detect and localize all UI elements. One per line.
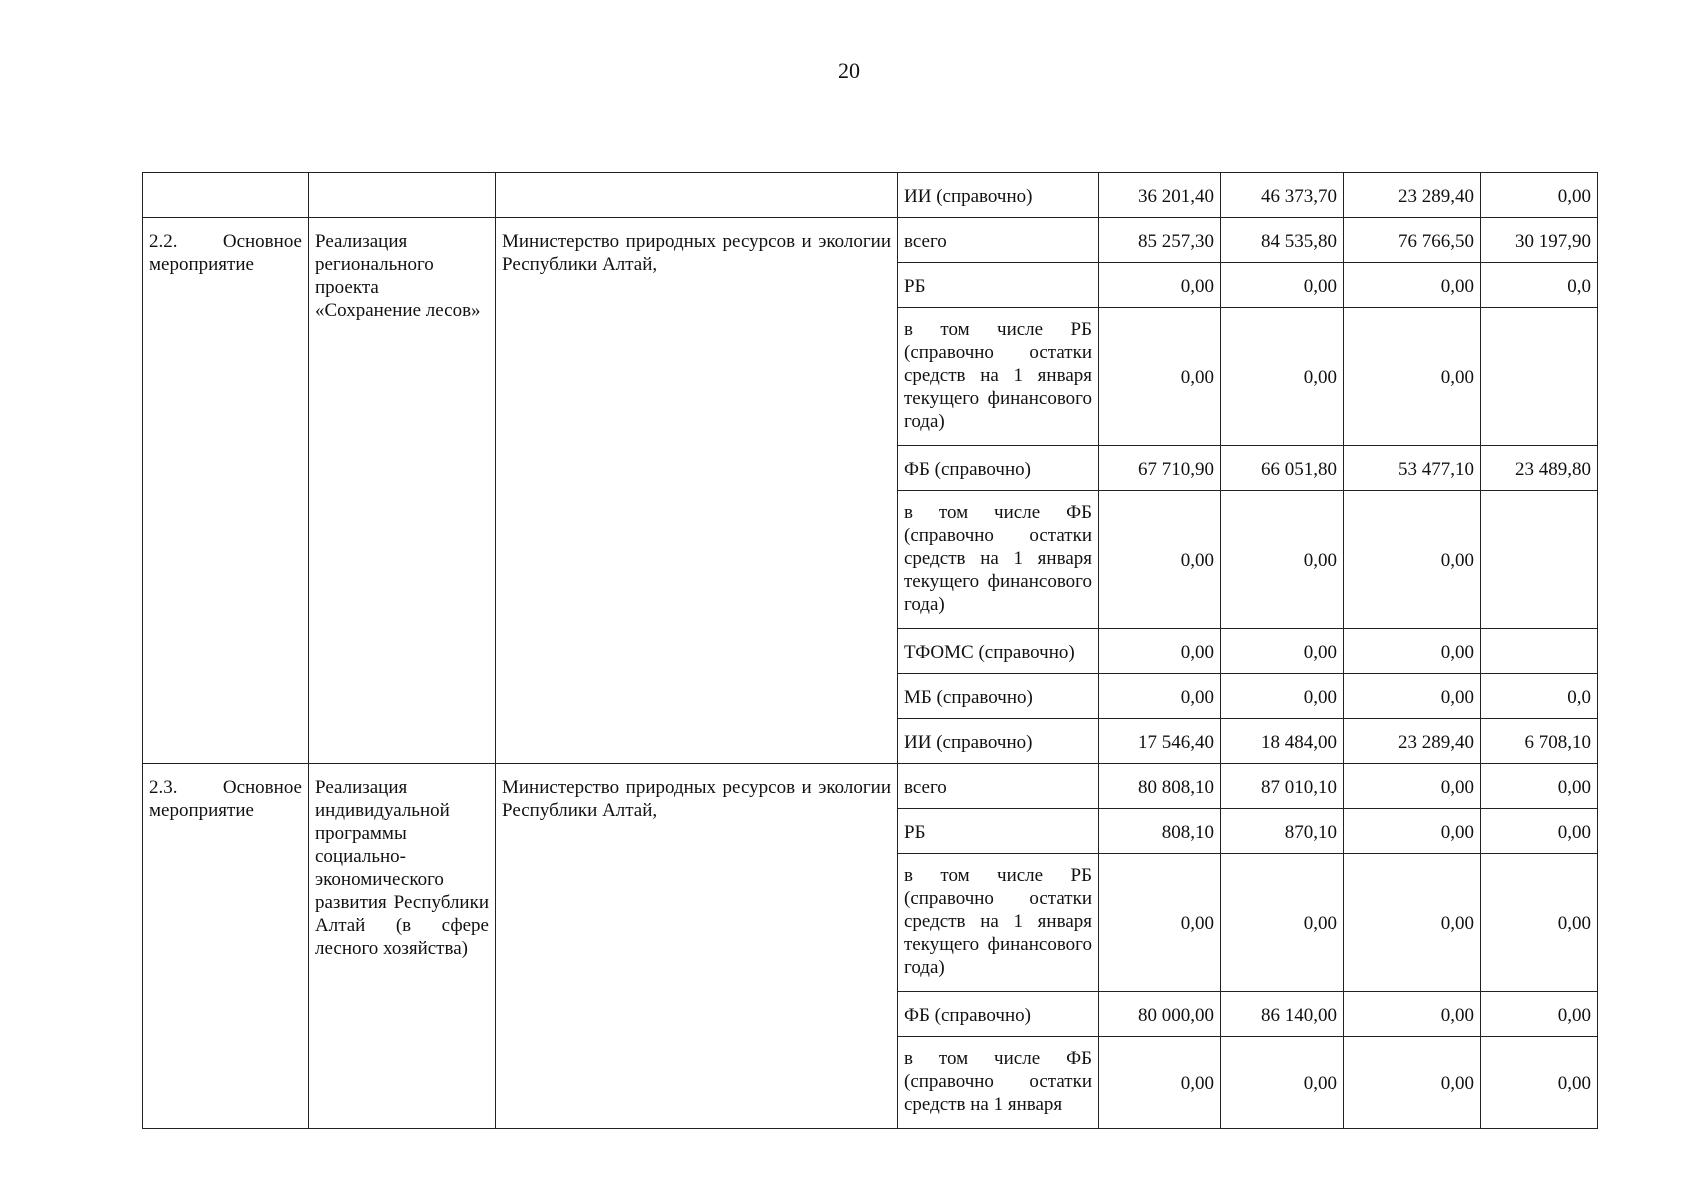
funding-source-cell: РБ [898,263,1099,308]
value-cell: 80 000,00 [1099,992,1221,1037]
value-cell: 0,00 [1099,854,1221,992]
value-cell: 870,10 [1221,809,1344,854]
funding-source-cell: в том числе РБ (справочно остатки средств на 1 января текущего финансового года) [898,854,1099,992]
value-cell: 53 477,10 [1344,446,1481,491]
value-cell: 0,00 [1344,992,1481,1037]
value-cell: 84 535,80 [1221,218,1344,263]
value-cell: 0,00 [1221,491,1344,629]
value-cell: 46 373,70 [1221,173,1344,218]
value-cell: 0,00 [1221,674,1344,719]
event-number-cell: 2.3. Основное мероприятие [143,764,309,1129]
value-cell: 17 546,40 [1099,719,1221,764]
value-cell: 0,00 [1481,173,1598,218]
value-cell: 0,00 [1481,992,1598,1037]
funding-source-cell: ФБ (справочно) [898,992,1099,1037]
value-cell: 0,00 [1344,1037,1481,1129]
value-cell: 0,00 [1344,308,1481,446]
funding-source-cell: РБ [898,809,1099,854]
funding-source-cell: МБ (справочно) [898,674,1099,719]
funding-source-cell: ТФОМС (справочно) [898,629,1099,674]
value-cell: 0,00 [1099,491,1221,629]
budget-table [142,172,1598,1129]
value-cell: 0,00 [1481,809,1598,854]
value-cell: 808,10 [1099,809,1221,854]
value-cell: 0,00 [1344,809,1481,854]
value-cell: 23 289,40 [1344,173,1481,218]
value-cell: 0,00 [1221,854,1344,992]
funding-source-cell: ИИ (справочно) [898,173,1099,218]
value-cell: 0,00 [1221,263,1344,308]
page-number: 20 [838,58,860,83]
value-cell: 0,00 [1344,629,1481,674]
value-cell: 0,0 [1481,674,1598,719]
value-cell: 0,00 [1099,629,1221,674]
table-row [143,764,1598,809]
value-cell: 0,00 [1099,308,1221,446]
value-cell [1481,491,1598,629]
value-cell: 18 484,00 [1221,719,1344,764]
value-cell: 67 710,90 [1099,446,1221,491]
value-cell: 80 808,10 [1099,764,1221,809]
value-cell: 0,00 [1221,1037,1344,1129]
value-cell: 0,0 [1481,263,1598,308]
event-number-cell: 2.2. Основное мероприятие [143,218,309,764]
value-cell: 6 708,10 [1481,719,1598,764]
value-cell: 0,00 [1344,491,1481,629]
table-row [143,218,1598,263]
value-cell: 0,00 [1481,764,1598,809]
value-cell: 0,00 [1481,1037,1598,1129]
event-name-cell: Реализация регионального проекта «Сохранение лесов» [309,218,496,764]
executor-cell [496,173,898,218]
event-name-cell: Реализация индивидуальной программы социально-экономического развития Республики Алтай (в сфере лесного хозяйства) [309,764,496,1129]
funding-source-cell: в том числе РБ (справочно остатки средств на 1 января текущего финансового года) [898,308,1099,446]
executor-cell: Министерство природных ресурсов и экологии Республики Алтай, [496,218,898,764]
funding-source-cell: ФБ (справочно) [898,446,1099,491]
event-name-cell [309,173,496,218]
value-cell: 0,00 [1221,308,1344,446]
value-cell: 0,00 [1344,263,1481,308]
value-cell [1481,308,1598,446]
value-cell: 0,00 [1344,674,1481,719]
value-cell: 76 766,50 [1344,218,1481,263]
value-cell: 85 257,30 [1099,218,1221,263]
executor-cell: Министерство природных ресурсов и экологии Республики Алтай, [496,764,898,1129]
funding-source-cell: всего [898,218,1099,263]
funding-source-cell: в том числе ФБ (справочно остатки средств на 1 января [898,1037,1099,1129]
value-cell [1481,629,1598,674]
funding-source-cell: в том числе ФБ (справочно остатки средств на 1 января текущего финансового года) [898,491,1099,629]
value-cell: 0,00 [1099,1037,1221,1129]
value-cell: 23 489,80 [1481,446,1598,491]
value-cell: 0,00 [1099,674,1221,719]
value-cell: 0,00 [1221,629,1344,674]
value-cell: 36 201,40 [1099,173,1221,218]
value-cell: 87 010,10 [1221,764,1344,809]
funding-source-cell: ИИ (справочно) [898,719,1099,764]
value-cell: 0,00 [1481,854,1598,992]
value-cell: 0,00 [1344,764,1481,809]
funding-source-cell: всего [898,764,1099,809]
value-cell: 0,00 [1099,263,1221,308]
value-cell: 23 289,40 [1344,719,1481,764]
value-cell: 0,00 [1344,854,1481,992]
table-row [143,173,1598,218]
value-cell: 86 140,00 [1221,992,1344,1037]
event-number-cell [143,173,309,218]
value-cell: 30 197,90 [1481,218,1598,263]
value-cell: 66 051,80 [1221,446,1344,491]
